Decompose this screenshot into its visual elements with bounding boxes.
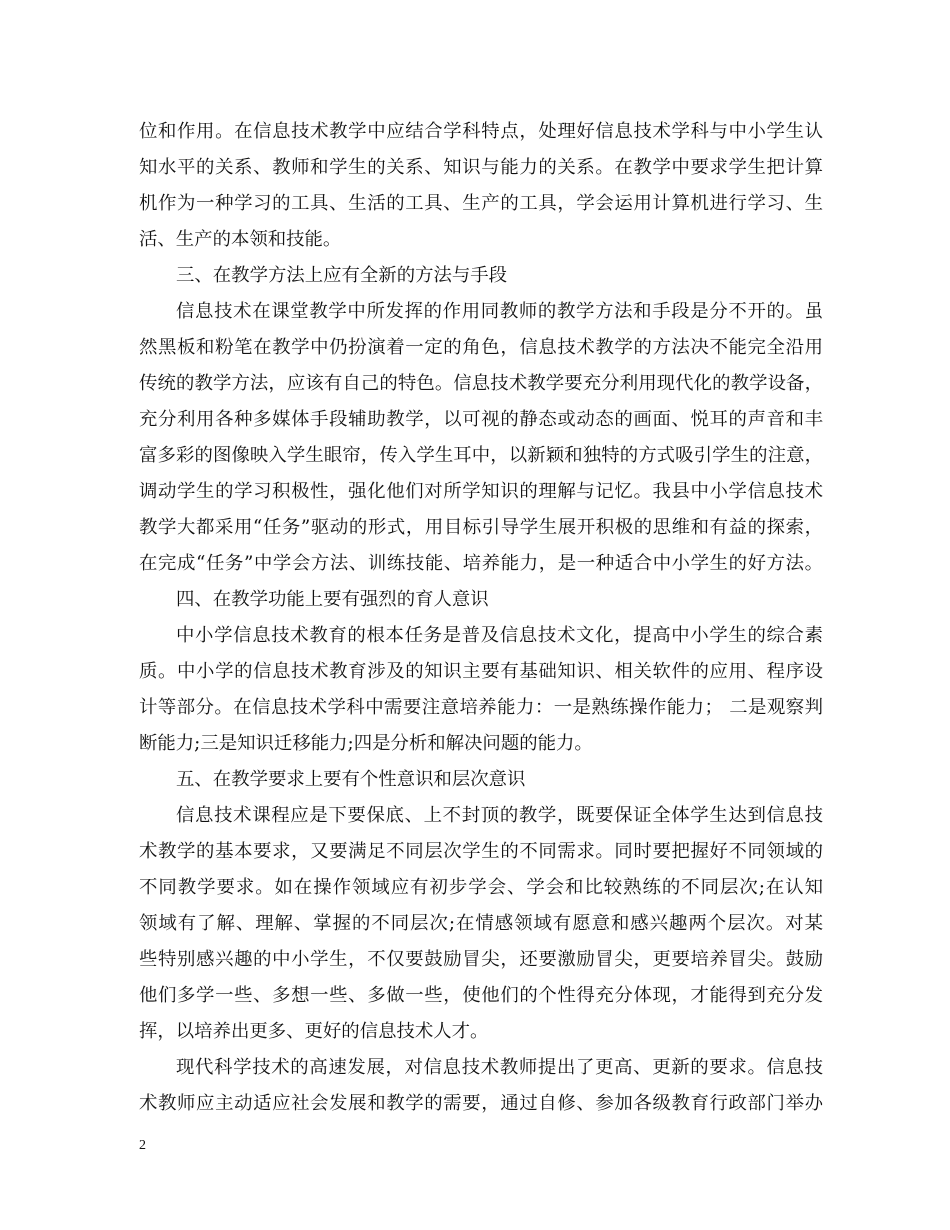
- text-line: 在完成“任务”中学会方法、训练技能、培养能力，是一种适合中小学生的好方法。: [139, 553, 823, 574]
- text-line: 活、生产的本领和技能。: [139, 229, 342, 250]
- text-line: 三、在教学方法上应有全新的方法与手段: [176, 265, 508, 286]
- text-line: 术教师应主动适应社会发展和教学的需要，通过自修、参加各级教育行政部门举办: [139, 1093, 823, 1114]
- text-line: 信息技术课程应是下要保底、上不封顶的教学，既要保证全体学生达到信息技: [176, 805, 823, 826]
- text-line: 中小学信息技术教育的根本任务是普及信息技术文化，提高中小学生的综合素: [176, 625, 823, 646]
- text-line: 传统的教学方法，应该有自己的特色。信息技术教学要充分利用现代化的教学设备，: [139, 373, 823, 394]
- text-line: 不同教学要求。如在操作领域应有初步学会、学会和比较熟练的不同层次;在认知: [139, 877, 823, 898]
- text-line: 五、在教学要求上要有个性意识和层次意识: [176, 769, 526, 790]
- page-number: 2: [139, 1138, 146, 1153]
- text-line: 计等部分。在信息技术学科中需要注意培养能力：一是熟练操作能力； 二是观察判: [139, 697, 823, 718]
- text-line: 术教学的基本要求，又要满足不同层次学生的不同需求。同时要把握好不同领域的: [139, 841, 823, 862]
- text-line: 教学大都采用“任务”驱动的形式，用目标引导学生展开积极的思维和有益的探索，: [139, 517, 823, 538]
- text-line: 位和作用。在信息技术教学中应结合学科特点，处理好信息技术学科与中小学生认: [139, 121, 823, 142]
- text-line: 断能力;三是知识迁移能力;四是分析和解决问题的能力。: [139, 733, 593, 754]
- text-line: 富多彩的图像映入学生眼帘，传入学生耳中，以新颖和独特的方式吸引学生的注意，: [139, 445, 823, 466]
- text-line: 然黑板和粉笔在教学中仍扮演着一定的角色，信息技术教学的方法决不能完全沿用: [139, 337, 823, 358]
- text-line: 质。中小学的信息技术教育涉及的知识主要有基础知识、相关软件的应用、程序设: [139, 661, 823, 682]
- text-line: 现代科学技术的高速发展，对信息技术教师提出了更高、更新的要求。信息技: [176, 1057, 823, 1078]
- text-line: 信息技术在课堂教学中所发挥的作用同教师的教学方法和手段是分不开的。虽: [176, 301, 823, 322]
- text-line: 些特别感兴趣的中小学生，不仅要鼓励冒尖，还要激励冒尖，更要培养冒尖。鼓励: [139, 949, 823, 970]
- text-line: 四、在教学功能上要有强烈的育人意识: [176, 589, 489, 610]
- text-line: 调动学生的学习积极性，强化他们对所学知识的理解与记忆。我县中小学信息技术: [139, 481, 823, 502]
- text-line: 知水平的关系、教师和学生的关系、知识与能力的关系。在教学中要求学生把计算: [139, 157, 823, 178]
- text-line: 他们多学一些、多想一些、多做一些，使他们的个性得充分体现，才能得到充分发: [139, 985, 823, 1006]
- text-line: 充分利用各种多媒体手段辅助教学，以可视的静态或动态的画面、悦耳的声音和丰: [139, 409, 823, 430]
- text-line: 机作为一种学习的工具、生活的工具、生产的工具，学会运用计算机进行学习、生: [139, 193, 823, 214]
- text-line: 领域有了解、理解、掌握的不同层次;在情感领域有愿意和感兴趣两个层次。对某: [139, 913, 823, 934]
- text-line: 挥，以培养出更多、更好的信息技术人才。: [139, 1021, 489, 1042]
- document-body: [139, 114, 823, 1122]
